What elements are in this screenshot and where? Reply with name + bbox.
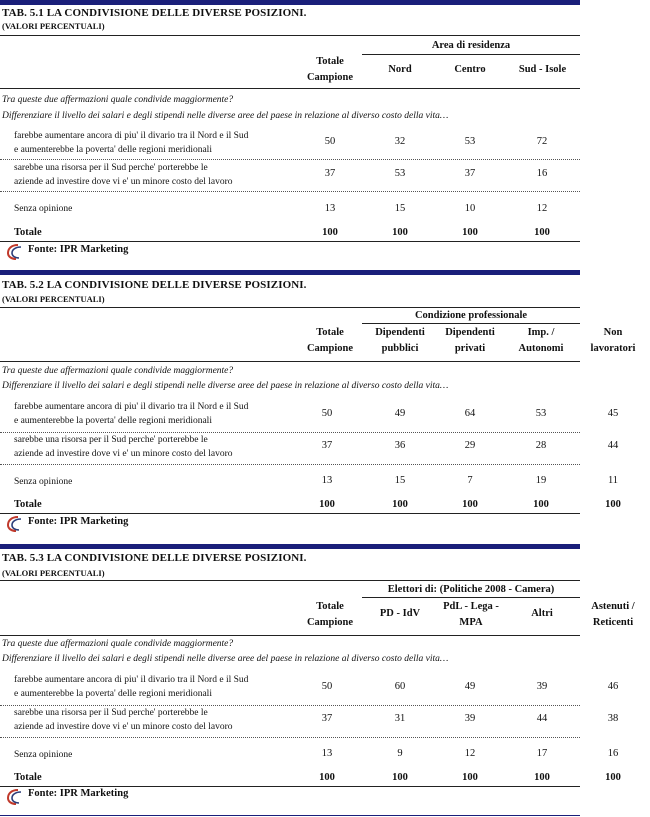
total-cell: 100 (392, 227, 408, 238)
col-header-total (295, 54, 365, 86)
divider (0, 635, 580, 636)
cell: 10 (464, 203, 476, 214)
row-label (14, 433, 274, 461)
cell: 37 (321, 440, 333, 451)
col-header-line: Campione (306, 72, 354, 83)
divider (0, 786, 580, 787)
row-label (14, 706, 274, 734)
total-cell: 100 (319, 499, 335, 510)
col-header-total (295, 325, 365, 357)
cell: 31 (394, 713, 406, 724)
cell: 16 (607, 748, 619, 759)
total-label: Totale (14, 227, 42, 238)
row-label-line: sarebbe una risorsa per il Sud perche' porterebbe le (14, 708, 208, 718)
col-header-line: privati (454, 343, 486, 354)
row-label-line: e aumenterebbe la poverta' delle regioni meridionali (14, 689, 212, 699)
row-label: Senza opinione (14, 204, 73, 214)
row-label-line: e aumenterebbe la poverta' delle regioni meridionali (14, 416, 212, 426)
total-cell: 100 (534, 772, 550, 783)
table-top-bar (0, 544, 580, 549)
table-title: TAB. 5.3 LA CONDIVISIONE DELLE DIVERSE POSIZIONI. (2, 552, 307, 564)
bottom-rule (0, 815, 580, 816)
col-header-line: Campione (306, 343, 354, 354)
total-label: Totale (14, 772, 42, 783)
cell: 38 (607, 713, 619, 724)
cell: 53 (535, 408, 547, 419)
row-label-line: farebbe aumentare ancora di piu' il divario tra il Nord e il Sud (14, 675, 249, 685)
row-label: Senza opinione (14, 750, 73, 760)
table-top-bar (0, 0, 580, 5)
col-header-line: Autonomi (518, 343, 564, 354)
col-header (505, 325, 577, 357)
cell: 17 (536, 748, 548, 759)
col-header: Centro (454, 64, 486, 75)
col-header-line: pubblici (381, 343, 419, 354)
cell: 39 (464, 713, 476, 724)
col-header-line: MPA (459, 617, 483, 628)
row-label (14, 161, 274, 189)
question-line-1: Tra queste due affermazioni quale condivide maggiormente? (2, 639, 234, 649)
total-cell: 100 (605, 499, 621, 510)
total-cell: 100 (534, 227, 550, 238)
cell: 29 (464, 440, 476, 451)
ipr-logo-icon (6, 244, 24, 260)
row-label-line: aziende ad investire dove vi e' un minore costo del lavoro (14, 722, 233, 732)
cell: 28 (535, 440, 547, 451)
table-subtitle: (VALORI PERCENTUALI) (2, 294, 105, 304)
group-header: Condizione professionale (414, 310, 528, 321)
col-header: Altri (531, 608, 553, 619)
cell: 19 (535, 475, 547, 486)
row-divider (0, 159, 580, 160)
col-header-line: Totale (316, 56, 344, 67)
cell: 7 (467, 475, 473, 486)
col-header (435, 325, 505, 357)
cell: 13 (321, 748, 333, 759)
cell: 60 (394, 681, 406, 692)
table-subtitle: (VALORI PERCENTUALI) (2, 21, 105, 31)
cell: 37 (464, 168, 476, 179)
divider (0, 88, 580, 89)
table-5-3 (0, 544, 635, 817)
group-header: Elettori di: (Politiche 2008 - Camera) (387, 584, 555, 595)
table-title: TAB. 5.2 LA CONDIVISIONE DELLE DIVERSE POSIZIONI. (2, 279, 307, 291)
table-title: TAB. 5.1 LA CONDIVISIONE DELLE DIVERSE POSIZIONI. (2, 7, 307, 19)
row-label-line: sarebbe una risorsa per il Sud perche' porterebbe le (14, 435, 208, 445)
col-header-total (295, 599, 365, 631)
row-label (14, 400, 274, 428)
divider (0, 580, 580, 581)
row-divider (0, 464, 580, 465)
total-cell: 100 (392, 772, 408, 783)
cell: 9 (397, 748, 403, 759)
row-label-line: aziende ad investire dove vi e' un minore costo del lavoro (14, 449, 233, 459)
total-cell: 100 (533, 499, 549, 510)
cell: 32 (394, 136, 406, 147)
cell: 49 (394, 408, 406, 419)
divider (0, 361, 580, 362)
cell: 72 (536, 136, 548, 147)
col-header-line: Non (603, 327, 623, 338)
col-header (435, 599, 507, 631)
cell: 36 (394, 440, 406, 451)
divider (362, 54, 580, 55)
cell: 45 (607, 408, 619, 419)
total-cell: 100 (322, 227, 338, 238)
col-header-line: Totale (316, 601, 344, 612)
cell: 37 (321, 713, 333, 724)
col-header (577, 599, 649, 631)
total-label: Totale (14, 499, 42, 510)
row-label-line: aziende ad investire dove vi e' un minore costo del lavoro (14, 177, 233, 187)
source-label: Fonte: IPR Marketing (28, 244, 129, 255)
col-header-line: Dipendenti (375, 327, 425, 338)
cell: 13 (324, 203, 336, 214)
cell: 15 (394, 203, 406, 214)
cell: 50 (324, 136, 336, 147)
cell: 50 (321, 408, 333, 419)
col-header-line: lavoratori (590, 343, 636, 354)
table-top-bar (0, 270, 580, 275)
cell: 50 (321, 681, 333, 692)
cell: 12 (536, 203, 548, 214)
divider (362, 597, 580, 598)
col-header-line: PdL - Lega - (443, 601, 499, 612)
total-cell: 100 (462, 772, 478, 783)
question-line-2: Differenziare il livello dei salari e degli stipendi nelle diverse aree del paese in relazione al diverso costo della vita… (2, 111, 449, 121)
ipr-logo-icon (6, 789, 24, 805)
total-cell: 100 (392, 499, 408, 510)
divider (362, 323, 580, 324)
cell: 53 (394, 168, 406, 179)
ipr-logo-icon (6, 516, 24, 532)
col-header-line: Dipendenti (445, 327, 495, 338)
cell: 37 (324, 168, 336, 179)
cell: 44 (607, 440, 619, 451)
cell: 12 (464, 748, 476, 759)
row-label: Senza opinione (14, 477, 73, 487)
col-header-line: Totale (316, 327, 344, 338)
cell: 39 (536, 681, 548, 692)
cell: 15 (394, 475, 406, 486)
col-header-line: Reticenti (592, 617, 634, 628)
cell: 44 (536, 713, 548, 724)
row-label (14, 673, 274, 701)
source-label: Fonte: IPR Marketing (28, 516, 129, 527)
group-header: Area di residenza (431, 40, 511, 51)
cell: 11 (607, 475, 619, 486)
divider (0, 35, 580, 36)
total-cell: 100 (319, 772, 335, 783)
table-5-2 (0, 270, 636, 542)
divider (0, 241, 580, 242)
col-header-line: Campione (306, 617, 354, 628)
cell: 49 (464, 681, 476, 692)
col-header: PD - IdV (379, 608, 421, 619)
cell: 16 (536, 168, 548, 179)
cell: 53 (464, 136, 476, 147)
row-divider (0, 737, 580, 738)
col-header (365, 325, 435, 357)
row-label-line: e aumenterebbe la poverta' delle regioni meridionali (14, 145, 212, 155)
question-line-2: Differenziare il livello dei salari e degli stipendi nelle diverse aree del paese in relazione al diverso costo della vita… (2, 381, 449, 391)
source-label: Fonte: IPR Marketing (28, 788, 129, 799)
col-header: Sud - Isole (518, 64, 567, 75)
row-label (14, 129, 274, 157)
row-label-line: sarebbe una risorsa per il Sud perche' porterebbe le (14, 163, 208, 173)
table-subtitle: (VALORI PERCENTUALI) (2, 568, 105, 578)
cell: 64 (464, 408, 476, 419)
row-divider (0, 191, 580, 192)
table-5-1 (0, 0, 580, 270)
cell: 46 (607, 681, 619, 692)
total-cell: 100 (462, 227, 478, 238)
cell: 13 (321, 475, 333, 486)
row-label-line: farebbe aumentare ancora di piu' il divario tra il Nord e il Sud (14, 402, 249, 412)
total-cell: 100 (462, 499, 478, 510)
col-header (577, 325, 649, 357)
question-line-2: Differenziare il livello dei salari e degli stipendi nelle diverse aree del paese in relazione al diverso costo della vita… (2, 654, 449, 664)
col-header-line: Imp. / (527, 327, 555, 338)
divider (0, 513, 580, 514)
total-cell: 100 (605, 772, 621, 783)
row-label-line: farebbe aumentare ancora di piu' il divario tra il Nord e il Sud (14, 131, 249, 141)
divider (0, 307, 580, 308)
col-header: Nord (388, 64, 412, 75)
question-line-1: Tra queste due affermazioni quale condivide maggiormente? (2, 95, 234, 105)
question-line-1: Tra queste due affermazioni quale condivide maggiormente? (2, 366, 234, 376)
col-header-line: Astenuti / (591, 601, 635, 612)
